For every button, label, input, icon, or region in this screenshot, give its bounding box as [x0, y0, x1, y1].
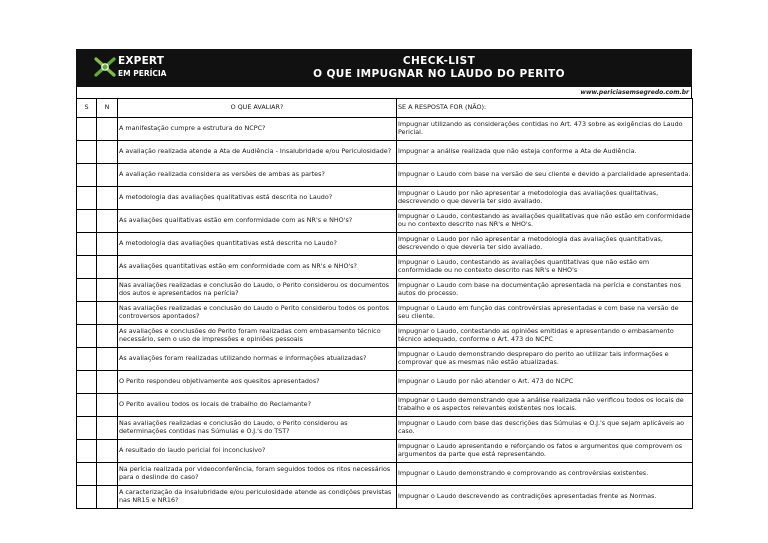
title-line-1: CHECK-LIST [402, 55, 476, 67]
checklist-table [76, 98, 693, 509]
table-row [77, 302, 693, 325]
checkbox-s[interactable] [77, 486, 97, 509]
checkbox-n[interactable] [97, 463, 118, 486]
checkbox-s[interactable] [77, 118, 97, 141]
table-row [77, 118, 693, 141]
column-header-answer: SE A RESPOSTA FOR (NÃO): [397, 99, 693, 118]
question-cell: Na perícia realizada por videoconferência, foram seguidos todos os ritos necessários para o deslinde do caso? [118, 463, 397, 486]
question-cell: As avaliações quantitativas estão em conformidade com as NR's e NHO's? [118, 256, 397, 279]
checkbox-n[interactable] [97, 141, 118, 164]
table-row [77, 164, 693, 187]
answer-cell: Impugnar utilizando as considerações contidas no Art. 473 sobre as exigências do Laudo Pericial. [397, 118, 693, 141]
checkbox-s[interactable] [77, 371, 97, 394]
website-url: www.periciasemsegredo.com.br [76, 87, 692, 98]
question-cell: As avaliações qualitativas estão em conformidade com as NR's e NHO's? [118, 210, 397, 233]
table-row [77, 210, 693, 233]
checkbox-s[interactable] [77, 440, 97, 463]
checkbox-n[interactable] [97, 118, 118, 141]
answer-cell: Impugnar o Laudo em função das controvérsias apresentadas e com base na versão de seu cliente. [397, 302, 693, 325]
table-row [77, 279, 693, 302]
checkbox-s[interactable] [77, 279, 97, 302]
table-row [77, 371, 693, 394]
table-row [77, 256, 693, 279]
question-cell: A avaliação realizada considera as versões de ambas as partes? [118, 164, 397, 187]
question-cell: A manifestação cumpre a estrutura do NCPC? [118, 118, 397, 141]
question-cell: A avaliação realizada atende a Ata de Audiência - Insalubridade e/ou Periculosidade? [118, 141, 397, 164]
checkbox-s[interactable] [77, 394, 97, 417]
question-cell: Nas avaliações realizadas e conclusão do Laudo o Perito considerou todos os pontos controversos apontados? [118, 302, 397, 325]
answer-cell: Impugnar o Laudo, contestando as avaliações quantitativas que não estão em conformidade ou no contexto descrito nas NR's e NHO's [397, 256, 693, 279]
checkbox-s[interactable] [77, 187, 97, 210]
header-bar [76, 49, 692, 87]
expert-logo [94, 55, 174, 81]
checkbox-s[interactable] [77, 233, 97, 256]
table-row [77, 233, 693, 256]
answer-cell: Impugnar o Laudo, contestando as avaliações qualitativas que não estão em conformidade ou no contexto descrito nas NR's e NHO's. [397, 210, 693, 233]
table-row [77, 440, 693, 463]
checkbox-n[interactable] [97, 256, 118, 279]
question-cell: A caracterização da insalubridade e/ou periculosidade atende as condições previstas nas NR15 e NR16? [118, 486, 397, 509]
checkbox-s[interactable] [77, 463, 97, 486]
column-header-s: S [77, 99, 97, 118]
table-row [77, 325, 693, 348]
checkbox-n[interactable] [97, 210, 118, 233]
question-cell: Nas avaliações realizadas e conclusão do Laudo, o Perito considerou as determinações contidas nas Súmulas e O.J.'s do TST? [118, 417, 397, 440]
checkbox-n[interactable] [97, 233, 118, 256]
checkbox-s[interactable] [77, 164, 97, 187]
checkbox-n[interactable] [97, 440, 118, 463]
checkbox-s[interactable] [77, 348, 97, 371]
answer-cell: Impugnar o Laudo com base das descrições das Súmulas e O.J.'s que sejam aplicáveis ao caso. [397, 417, 693, 440]
question-cell: As avaliações e conclusões do Perito foram realizadas com embasamento técnico necessário, sem o uso de impressões e opiniões pessoais [118, 325, 397, 348]
answer-cell: Impugnar o Laudo, contestando as opiniões emitidas e apresentando o embasamento técnico adequado, conforme o Art. 473 do NCPC [397, 325, 693, 348]
question-cell: O Perito avaliou todos os locais de trabalho do Reclamante? [118, 394, 397, 417]
question-cell: A resultado do laudo pericial foi inconclusivo? [118, 440, 397, 463]
document-title [226, 55, 652, 81]
answer-cell: Impugnar a análise realizada que não esteja conforme a Ata de Audiência. [397, 141, 693, 164]
question-cell: O Perito respondeu objetivamente aos quesitos apresentados? [118, 371, 397, 394]
question-cell: A metodologia das avaliações quantitativas está descrita no Laudo? [118, 233, 397, 256]
checkbox-n[interactable] [97, 164, 118, 187]
checkbox-s[interactable] [77, 256, 97, 279]
logo-x-icon [94, 57, 116, 77]
table-row [77, 417, 693, 440]
checkbox-n[interactable] [97, 394, 118, 417]
table-row [77, 486, 693, 509]
answer-cell: Impugnar o Laudo por não apresentar a metodologia das avaliações quantitativas, descrevendo o que deveria ter sido avaliado. [397, 233, 693, 256]
checkbox-s[interactable] [77, 417, 97, 440]
checklist-sheet [76, 49, 692, 509]
table-row [77, 394, 693, 417]
answer-cell: Impugnar o Laudo por não atender o Art. 473 do NCPC [397, 371, 693, 394]
title-line-2: O QUE IMPUGNAR NO LAUDO DO PERITO [313, 68, 565, 80]
table-header-row [77, 99, 693, 118]
checkbox-n[interactable] [97, 348, 118, 371]
table-row [77, 187, 693, 210]
table-row [77, 348, 693, 371]
checkbox-s[interactable] [77, 210, 97, 233]
question-cell: Nas avaliações realizadas e conclusão do Laudo, o Perito considerou os documentos dos autos e apresentados na perícia? [118, 279, 397, 302]
answer-cell: Impugnar o Laudo demonstrando e comprovando as controvérsias existentes. [397, 463, 693, 486]
answer-cell: Impugnar o Laudo por não apresentar a metodologia das avaliações qualitativas, descrevendo o que deveria ter sido avaliado. [397, 187, 693, 210]
checkbox-n[interactable] [97, 302, 118, 325]
logo-subtitle: EM PERÍCIA [118, 69, 167, 78]
checkbox-n[interactable] [97, 187, 118, 210]
checkbox-n[interactable] [97, 486, 118, 509]
table-row [77, 141, 693, 164]
checkbox-n[interactable] [97, 325, 118, 348]
answer-cell: Impugnar o Laudo demonstrando despreparo do perito ao utilizar tais informações e comprovar que as mesmas não estão atualizadas. [397, 348, 693, 371]
answer-cell: Impugnar o Laudo descrevendo as contradições apresentadas frente as Normas. [397, 486, 693, 509]
answer-cell: Impugnar o Laudo com base na documentação apresentada na perícia e constantes nos autos do processo. [397, 279, 693, 302]
answer-cell: Impugnar o Laudo apresentando e reforçando os fatos e argumentos que comprovem os argumentos da parte que está representando. [397, 440, 693, 463]
checkbox-s[interactable] [77, 325, 97, 348]
answer-cell: Impugnar o Laudo com base na versão de seu cliente e devido a parcialidade apresentada. [397, 164, 693, 187]
column-header-question: O QUE AVALIAR? [118, 99, 397, 118]
question-cell: As avaliações foram realizadas utilizando normas e informações atualizadas? [118, 348, 397, 371]
answer-cell: Impugnar o Laudo demonstrando que a análise realizada não verificou todos os locais de trabalho e os aspectos relevantes existentes nos locais. [397, 394, 693, 417]
question-cell: A metodologia das avaliações qualitativas está descrita no Laudo? [118, 187, 397, 210]
checkbox-n[interactable] [97, 279, 118, 302]
checkbox-n[interactable] [97, 371, 118, 394]
table-row [77, 463, 693, 486]
logo-title: EXPERT [118, 55, 165, 67]
checkbox-n[interactable] [97, 417, 118, 440]
column-header-n: N [97, 99, 118, 118]
checkbox-s[interactable] [77, 141, 97, 164]
checkbox-s[interactable] [77, 302, 97, 325]
